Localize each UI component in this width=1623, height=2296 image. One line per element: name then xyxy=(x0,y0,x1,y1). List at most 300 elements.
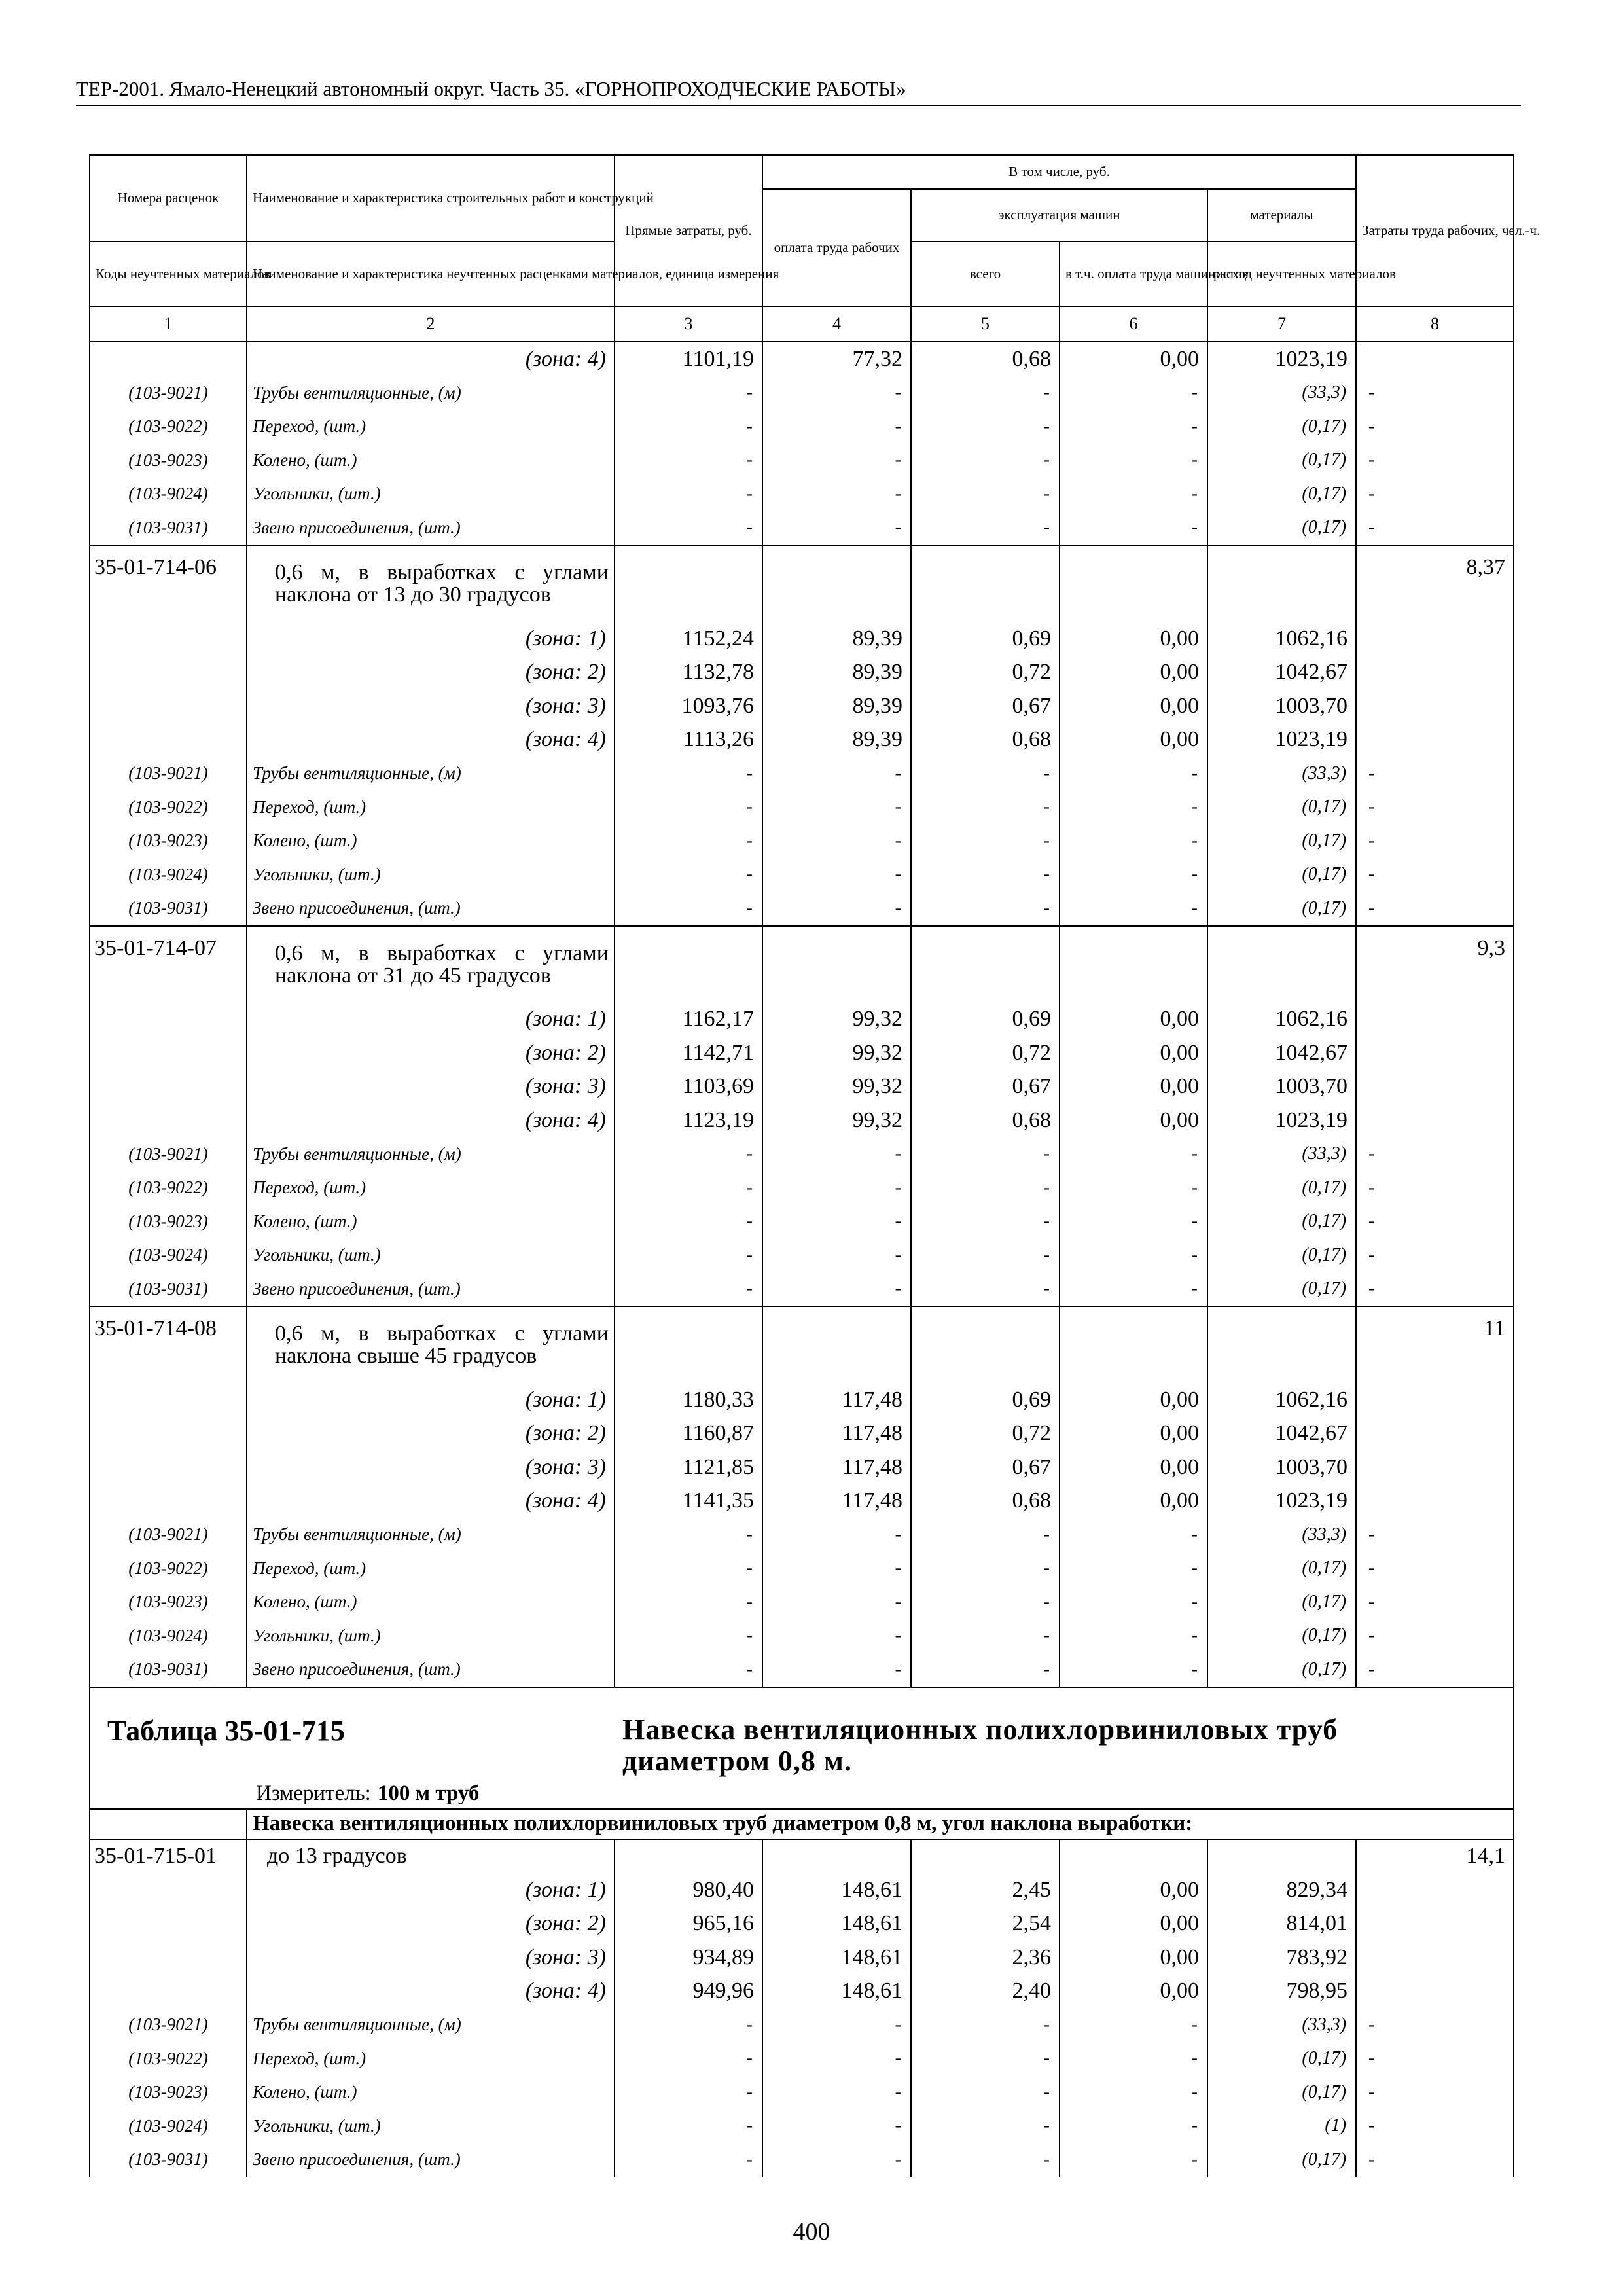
code-cell xyxy=(90,1036,247,1070)
value-cell: 1101,19 xyxy=(615,342,762,376)
dash-cell: - xyxy=(762,1171,911,1205)
material-row xyxy=(90,824,1514,858)
dash-cell: - xyxy=(1060,1272,1207,1307)
material-qty: (0,17) xyxy=(1207,1171,1356,1205)
value-cell: 1023,19 xyxy=(1207,723,1356,757)
dash-cell: - xyxy=(911,410,1060,444)
material-code: (103-9024) xyxy=(90,1238,247,1272)
zone-label: (зона: 1) xyxy=(247,1003,615,1037)
dash-cell: - xyxy=(1060,1138,1207,1172)
zone-label: (зона: 4) xyxy=(247,723,615,757)
value-cell: 814,01 xyxy=(1207,1907,1356,1941)
dash-cell: - xyxy=(615,2109,762,2144)
material-row xyxy=(90,1585,1514,1619)
value-cell: 0,00 xyxy=(1060,1873,1207,1907)
material-qty: (33,3) xyxy=(1207,757,1356,791)
col-header-2-bot: Наименование и характеристика неучтенных расценками материалов, единица измерения xyxy=(247,242,615,306)
value-cell: 1062,16 xyxy=(1207,622,1356,656)
value-cell: 2,40 xyxy=(911,1975,1060,2009)
code-cell xyxy=(90,1417,247,1451)
dash-cell: - xyxy=(1060,511,1207,546)
value-cell: 2,45 xyxy=(911,1873,1060,1907)
material-code: (103-9024) xyxy=(90,858,247,892)
value-cell: 1180,33 xyxy=(615,1383,762,1417)
material-code: (103-9031) xyxy=(90,511,247,546)
material-row xyxy=(90,376,1514,410)
value-cell: 0,72 xyxy=(911,1036,1060,1070)
dash-cell: - xyxy=(911,477,1060,511)
labor-cell xyxy=(1356,1383,1514,1417)
empty-cell xyxy=(1207,1839,1356,1874)
empty-cell xyxy=(1207,1306,1356,1383)
labor-cell xyxy=(1356,1070,1514,1104)
col-num: 2 xyxy=(247,306,615,342)
rate-code: 35-01-714-06 xyxy=(90,545,247,622)
table-name: Навеска вентиляционных полихлорвиниловых труб диаметром 0,8 м. xyxy=(615,1687,1514,1780)
zone-row xyxy=(90,723,1514,757)
value-cell: 0,00 xyxy=(1060,1907,1207,1941)
value-cell: 99,32 xyxy=(762,1070,911,1104)
material-row xyxy=(90,477,1514,511)
dash-cell: - xyxy=(615,1518,762,1552)
dash-cell: - xyxy=(762,1585,911,1619)
material-name: Переход, (шт.) xyxy=(247,1552,615,1586)
value-cell: 798,95 xyxy=(1207,1975,1356,2009)
zone-row xyxy=(90,1873,1514,1907)
empty-cell xyxy=(1207,545,1356,622)
empty-cell xyxy=(911,545,1060,622)
dash-cell: - xyxy=(762,1552,911,1586)
empty-cell xyxy=(911,926,1060,1003)
dash-cell: - xyxy=(615,1619,762,1653)
material-code: (103-9021) xyxy=(90,1138,247,1172)
dash-cell: - xyxy=(1356,891,1514,926)
empty-cell xyxy=(615,545,762,622)
dash-cell: - xyxy=(1060,824,1207,858)
dash-cell: - xyxy=(1060,757,1207,791)
labor-value: 9,3 xyxy=(1356,926,1514,1003)
dash-cell: - xyxy=(1060,1552,1207,1586)
material-qty: (0,17) xyxy=(1207,891,1356,926)
material-qty: (0,17) xyxy=(1207,1238,1356,1272)
dash-cell: - xyxy=(762,511,911,546)
dash-cell: - xyxy=(762,1238,911,1272)
col-num: 4 xyxy=(762,306,911,342)
dash-cell: - xyxy=(911,891,1060,926)
value-cell: 1062,16 xyxy=(1207,1003,1356,1037)
zone-label: (зона: 1) xyxy=(247,622,615,656)
material-name: Колено, (шт.) xyxy=(247,444,615,478)
value-cell: 89,39 xyxy=(762,622,911,656)
dash-cell: - xyxy=(615,858,762,892)
material-code: (103-9023) xyxy=(90,2075,247,2109)
value-cell: 0,00 xyxy=(1060,1941,1207,1975)
col-num: 8 xyxy=(1356,306,1514,342)
labor-cell xyxy=(1356,1941,1514,1975)
dash-cell: - xyxy=(1356,2042,1514,2076)
material-name: Колено, (шт.) xyxy=(247,1205,615,1239)
material-qty: (0,17) xyxy=(1207,1552,1356,1586)
dash-cell: - xyxy=(762,410,911,444)
empty-cell xyxy=(1060,1306,1207,1383)
col-num: 3 xyxy=(615,306,762,342)
value-cell: 1042,67 xyxy=(1207,656,1356,690)
dash-cell: - xyxy=(911,1205,1060,1239)
value-cell: 148,61 xyxy=(762,1907,911,1941)
dash-cell: - xyxy=(615,1171,762,1205)
col-header-4: оплата труда рабочих xyxy=(762,189,911,306)
dash-cell: - xyxy=(1356,410,1514,444)
dash-cell: - xyxy=(911,791,1060,825)
zone-row xyxy=(90,689,1514,723)
material-row xyxy=(90,1238,1514,1272)
dash-cell: - xyxy=(911,1171,1060,1205)
dash-cell: - xyxy=(911,1138,1060,1172)
code-cell xyxy=(90,1941,247,1975)
dash-cell: - xyxy=(1356,1552,1514,1586)
material-code: (103-9024) xyxy=(90,2109,247,2144)
value-cell: 148,61 xyxy=(762,1873,911,1907)
col-header-7: расход неучтенных материалов xyxy=(1207,242,1356,306)
dash-cell: - xyxy=(1060,791,1207,825)
material-code: (103-9023) xyxy=(90,1585,247,1619)
dash-cell: - xyxy=(1060,1238,1207,1272)
dash-cell: - xyxy=(762,757,911,791)
material-row xyxy=(90,444,1514,478)
dash-cell: - xyxy=(762,477,911,511)
dash-cell: - xyxy=(615,824,762,858)
column-numbers-row xyxy=(90,306,1514,342)
dash-cell: - xyxy=(911,1653,1060,1687)
dash-cell: - xyxy=(762,1619,911,1653)
labor-cell xyxy=(1356,1484,1514,1518)
material-code: (103-9022) xyxy=(90,1171,247,1205)
value-cell: 0,68 xyxy=(911,723,1060,757)
header-rule xyxy=(76,105,1521,106)
labor-cell xyxy=(1356,1873,1514,1907)
dash-cell: - xyxy=(615,2042,762,2076)
material-qty: (33,3) xyxy=(1207,376,1356,410)
value-cell: 0,00 xyxy=(1060,1417,1207,1451)
dash-cell: - xyxy=(1356,2075,1514,2109)
empty-cell xyxy=(762,1839,911,1874)
zone-label: (зона: 4) xyxy=(247,1103,615,1138)
dash-cell: - xyxy=(1356,511,1514,546)
dash-cell: - xyxy=(762,2042,911,2076)
dash-cell: - xyxy=(762,2109,911,2144)
material-qty: (0,17) xyxy=(1207,1653,1356,1687)
dash-cell: - xyxy=(1060,1653,1207,1687)
value-cell: 783,92 xyxy=(1207,1941,1356,1975)
col-header-6: в т.ч. оплата труда машинистов xyxy=(1060,242,1207,306)
dash-cell: - xyxy=(911,1585,1060,1619)
zone-label: (зона: 2) xyxy=(247,1417,615,1451)
value-cell: 0,00 xyxy=(1060,342,1207,376)
value-cell: 1042,67 xyxy=(1207,1417,1356,1451)
dash-cell: - xyxy=(615,891,762,926)
zone-row xyxy=(90,1907,1514,1941)
running-header: ТЕР-2001. Ямало-Ненецкий автономный округ. Часть 35. «ГОРНОПРОХОДЧЕСКИЕ РАБОТЫ» xyxy=(76,77,906,100)
dash-cell: - xyxy=(1356,1518,1514,1552)
zone-label: (зона: 2) xyxy=(247,656,615,690)
dash-cell: - xyxy=(1356,477,1514,511)
material-code: (103-9024) xyxy=(90,477,247,511)
dash-cell: - xyxy=(911,2075,1060,2109)
material-code: (103-9023) xyxy=(90,824,247,858)
material-qty: (1) xyxy=(1207,2109,1356,2144)
zone-row xyxy=(90,1383,1514,1417)
value-cell: 0,00 xyxy=(1060,1003,1207,1037)
zone-row xyxy=(90,1484,1514,1518)
code-cell xyxy=(90,1907,247,1941)
zone-row xyxy=(90,1103,1514,1138)
dash-cell: - xyxy=(615,1552,762,1586)
code-cell xyxy=(90,1003,247,1037)
dash-cell: - xyxy=(1060,2075,1207,2109)
material-qty: (0,17) xyxy=(1207,2042,1356,2076)
material-row xyxy=(90,1552,1514,1586)
dash-cell: - xyxy=(911,511,1060,546)
empty-cell xyxy=(615,926,762,1003)
dash-cell: - xyxy=(1356,791,1514,825)
dash-cell: - xyxy=(615,1272,762,1307)
material-name: Звено присоединения, (шт.) xyxy=(247,891,615,926)
empty-cell xyxy=(1207,926,1356,1003)
section-row xyxy=(90,1809,1514,1839)
dash-cell: - xyxy=(615,791,762,825)
material-name: Переход, (шт.) xyxy=(247,791,615,825)
zone-row xyxy=(90,342,1514,376)
material-qty: (0,17) xyxy=(1207,858,1356,892)
material-row xyxy=(90,1138,1514,1172)
empty-cell xyxy=(911,1839,1060,1874)
value-cell: 1042,67 xyxy=(1207,1036,1356,1070)
value-cell: 1103,69 xyxy=(615,1070,762,1104)
zone-row xyxy=(90,1941,1514,1975)
zone-label: (зона: 4) xyxy=(247,1484,615,1518)
labor-value: 8,37 xyxy=(1356,545,1514,622)
value-cell: 2,36 xyxy=(911,1941,1060,1975)
material-code: (103-9023) xyxy=(90,1205,247,1239)
col-num: 5 xyxy=(911,306,1060,342)
value-cell: 0,67 xyxy=(911,1450,1060,1484)
dash-cell: - xyxy=(615,1205,762,1239)
material-name: Переход, (шт.) xyxy=(247,1171,615,1205)
material-name: Трубы вентиляционные, (м) xyxy=(247,1138,615,1172)
material-name: Трубы вентиляционные, (м) xyxy=(247,376,615,410)
empty-cell xyxy=(1060,926,1207,1003)
labor-cell xyxy=(1356,1907,1514,1941)
dash-cell: - xyxy=(615,2008,762,2042)
value-cell: 0,67 xyxy=(911,689,1060,723)
code-cell xyxy=(90,689,247,723)
material-row xyxy=(90,757,1514,791)
value-cell: 148,61 xyxy=(762,1941,911,1975)
rate-code: 35-01-714-07 xyxy=(90,926,247,1003)
material-code: (103-9022) xyxy=(90,791,247,825)
material-row xyxy=(90,2008,1514,2042)
empty-cell xyxy=(762,1306,911,1383)
dash-cell: - xyxy=(762,2143,911,2177)
material-row xyxy=(90,2075,1514,2109)
dash-cell: - xyxy=(1060,1171,1207,1205)
dash-cell: - xyxy=(615,444,762,478)
dash-cell: - xyxy=(1060,444,1207,478)
labor-value: 11 xyxy=(1356,1306,1514,1383)
dash-cell: - xyxy=(1356,757,1514,791)
dash-cell: - xyxy=(1060,1619,1207,1653)
dash-cell: - xyxy=(1356,824,1514,858)
rate-header-row xyxy=(90,1839,1514,1874)
labor-cell xyxy=(1356,656,1514,690)
material-qty: (0,17) xyxy=(1207,1585,1356,1619)
value-cell: 99,32 xyxy=(762,1003,911,1037)
empty-cell xyxy=(762,926,911,1003)
value-cell: 0,00 xyxy=(1060,723,1207,757)
rate-header-row xyxy=(90,545,1514,622)
value-cell: 1142,71 xyxy=(615,1036,762,1070)
material-row xyxy=(90,858,1514,892)
dash-cell: - xyxy=(911,1518,1060,1552)
material-code: (103-9021) xyxy=(90,1518,247,1552)
page-number: 400 xyxy=(793,2218,830,2246)
material-row xyxy=(90,410,1514,444)
dash-cell: - xyxy=(1356,858,1514,892)
value-cell: 0,00 xyxy=(1060,1070,1207,1104)
material-row xyxy=(90,1619,1514,1653)
unit-label: Измеритель: xyxy=(256,1782,371,1805)
zone-row xyxy=(90,656,1514,690)
col-num: 7 xyxy=(1207,306,1356,342)
dash-cell: - xyxy=(762,376,911,410)
code-cell xyxy=(90,1484,247,1518)
dash-cell: - xyxy=(911,444,1060,478)
material-qty: (0,17) xyxy=(1207,824,1356,858)
material-code: (103-9023) xyxy=(90,444,247,478)
rate-description: 0,6 м, в выработках с углами наклона от 31 до 45 градусов xyxy=(247,926,615,1003)
material-name: Угольники, (шт.) xyxy=(247,1238,615,1272)
material-code: (103-9021) xyxy=(90,2008,247,2042)
value-cell: 1141,35 xyxy=(615,1484,762,1518)
value-cell: 0,00 xyxy=(1060,1036,1207,1070)
labor-cell xyxy=(1356,1036,1514,1070)
value-cell: 1123,19 xyxy=(615,1103,762,1138)
material-name: Трубы вентиляционные, (м) xyxy=(247,2008,615,2042)
code-cell xyxy=(90,1873,247,1907)
material-code: (103-9021) xyxy=(90,757,247,791)
zone-row xyxy=(90,622,1514,656)
rate-description: 0,6 м, в выработках с углами наклона от 13 до 30 градусов xyxy=(247,545,615,622)
dash-cell: - xyxy=(762,1272,911,1307)
dash-cell: - xyxy=(1356,1238,1514,1272)
code-cell xyxy=(90,622,247,656)
material-name: Звено присоединения, (шт.) xyxy=(247,2143,615,2177)
material-qty: (0,17) xyxy=(1207,410,1356,444)
value-cell: 0,00 xyxy=(1060,1484,1207,1518)
value-cell: 117,48 xyxy=(762,1484,911,1518)
value-cell: 0,68 xyxy=(911,1484,1060,1518)
table-label: Таблица 35-01-715 xyxy=(90,1687,615,1780)
value-cell: 1093,76 xyxy=(615,689,762,723)
zone-label: (зона: 1) xyxy=(247,1873,615,1907)
value-cell: 980,40 xyxy=(615,1873,762,1907)
dash-cell: - xyxy=(1060,1205,1207,1239)
value-cell: 117,48 xyxy=(762,1417,911,1451)
dash-cell: - xyxy=(911,858,1060,892)
material-row xyxy=(90,2109,1514,2144)
dash-cell: - xyxy=(1060,477,1207,511)
value-cell: 1121,85 xyxy=(615,1450,762,1484)
material-qty: (0,17) xyxy=(1207,1619,1356,1653)
material-qty: (0,17) xyxy=(1207,511,1356,546)
material-qty: (33,3) xyxy=(1207,1138,1356,1172)
unit-cell xyxy=(247,1780,1514,1809)
unit-row xyxy=(90,1780,1514,1809)
dash-cell: - xyxy=(762,2075,911,2109)
material-name: Угольники, (шт.) xyxy=(247,858,615,892)
material-row xyxy=(90,2042,1514,2076)
value-cell: 0,00 xyxy=(1060,1975,1207,2009)
zone-label: (зона: 3) xyxy=(247,1070,615,1104)
value-cell: 1003,70 xyxy=(1207,1070,1356,1104)
value-cell: 0,72 xyxy=(911,656,1060,690)
material-qty: (33,3) xyxy=(1207,1518,1356,1552)
value-cell: 1162,17 xyxy=(615,1003,762,1037)
table-row xyxy=(90,155,1514,189)
material-qty: (0,17) xyxy=(1207,791,1356,825)
dash-cell: - xyxy=(1356,1171,1514,1205)
dash-cell: - xyxy=(911,757,1060,791)
col-header-1-bot: Коды неучтенных материалов xyxy=(90,242,247,306)
dash-cell: - xyxy=(1356,1619,1514,1653)
value-cell: 1062,16 xyxy=(1207,1383,1356,1417)
value-cell: 965,16 xyxy=(615,1907,762,1941)
rate-header-row xyxy=(90,926,1514,1003)
labor-cell xyxy=(1356,1975,1514,2009)
material-row xyxy=(90,791,1514,825)
value-cell: 89,39 xyxy=(762,656,911,690)
code-cell xyxy=(90,1450,247,1484)
dash-cell: - xyxy=(615,2075,762,2109)
dash-cell: - xyxy=(911,1552,1060,1586)
dash-cell: - xyxy=(911,2143,1060,2177)
dash-cell: - xyxy=(1060,1585,1207,1619)
dash-cell: - xyxy=(911,1272,1060,1307)
value-cell: 1113,26 xyxy=(615,723,762,757)
material-code: (103-9022) xyxy=(90,1552,247,1586)
empty-cell xyxy=(1060,1839,1207,1874)
value-cell: 0,69 xyxy=(911,1003,1060,1037)
empty-cell xyxy=(90,1809,247,1839)
value-cell: 1023,19 xyxy=(1207,1103,1356,1138)
material-name: Угольники, (шт.) xyxy=(247,2109,615,2144)
material-name: Звено присоединения, (шт.) xyxy=(247,1272,615,1307)
code-cell xyxy=(90,656,247,690)
dash-cell: - xyxy=(1356,2143,1514,2177)
value-cell: 77,32 xyxy=(762,342,911,376)
material-name: Угольники, (шт.) xyxy=(247,477,615,511)
code-cell xyxy=(90,1070,247,1104)
zone-row xyxy=(90,1003,1514,1037)
value-cell: 0,69 xyxy=(911,622,1060,656)
value-cell: 0,69 xyxy=(911,1383,1060,1417)
value-cell: 0,00 xyxy=(1060,1103,1207,1138)
material-qty: (0,17) xyxy=(1207,444,1356,478)
dash-cell: - xyxy=(762,824,911,858)
zone-row xyxy=(90,1450,1514,1484)
rate-code: 35-01-715-01 xyxy=(90,1839,247,1874)
value-cell: 0,72 xyxy=(911,1417,1060,1451)
